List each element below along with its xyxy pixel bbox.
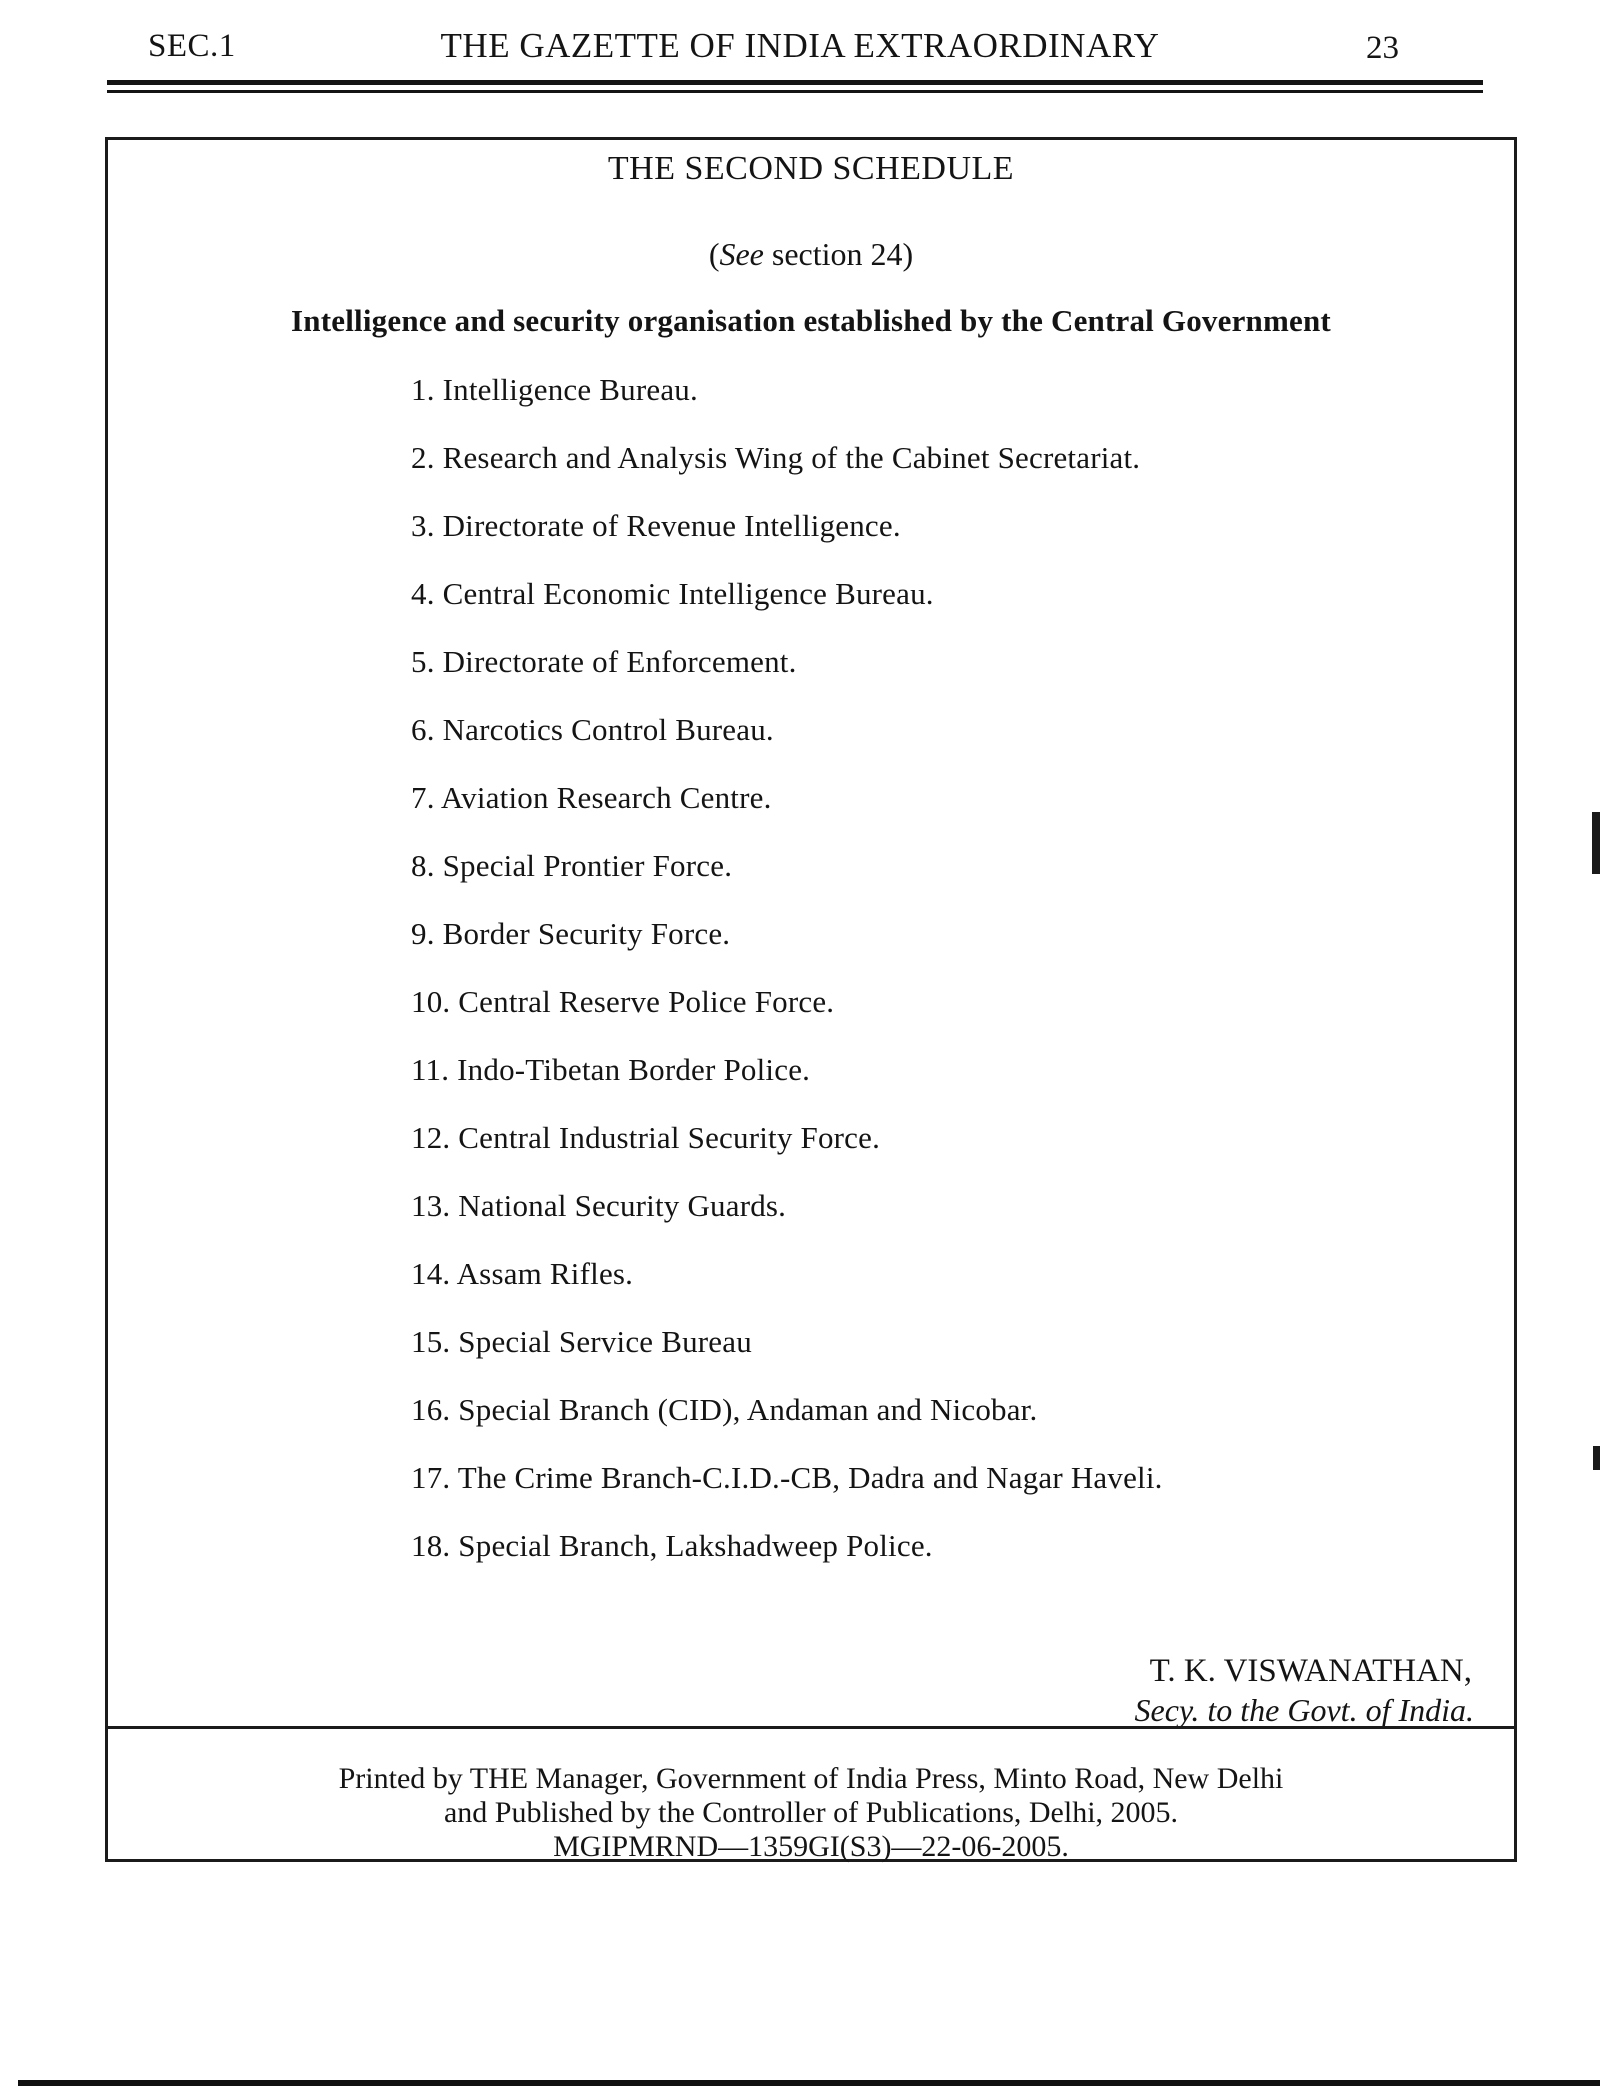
organisation-list-item: 11. Indo-Tibetan Border Police.	[411, 1052, 811, 1087]
organisation-list-item: 6. Narcotics Control Bureau.	[411, 712, 774, 747]
see-suffix: section 24)	[763, 236, 914, 272]
schedule-title: THE SECOND SCHEDULE	[607, 150, 1015, 187]
organisation-list-item: 17. The Crime Branch-C.I.D.-CB, Dadra and Nagar Haveli.	[411, 1460, 1163, 1495]
signatory-name: T. K. VISWANATHAN,	[1149, 1653, 1472, 1689]
signatory-title: Secy. to the Govt. of India.	[1134, 1692, 1474, 1728]
organisation-list-item: 8. Special Prontier Force.	[411, 848, 733, 883]
organisation-list-item: 13. National Security Guards.	[411, 1188, 787, 1223]
schedule-section-reference	[108, 236, 1514, 273]
organisation-list-item: 16. Special Branch (CID), Andaman and Nicobar.	[411, 1392, 1038, 1427]
scan-edge-mark	[1592, 812, 1600, 874]
imprint-line: and Published by the Controller of Publications, Delhi, 2005.	[443, 1796, 1179, 1829]
organisation-list-item: 14. Assam Rifles.	[411, 1256, 634, 1291]
organisation-list-item: 4. Central Economic Intelligence Bureau.	[411, 576, 934, 611]
schedule-box	[105, 137, 1517, 1862]
page-bottom-rule	[18, 2080, 1600, 2086]
organisation-list-item: 2. Research and Analysis Wing of the Cabinet Secretariat.	[411, 440, 1141, 475]
header-double-rule	[107, 80, 1483, 93]
organisation-list-item: 12. Central Industrial Security Force.	[411, 1120, 881, 1155]
header-section-label: SEC.1	[148, 28, 236, 64]
organisation-list-item: 1. Intelligence Bureau.	[411, 372, 698, 407]
organisation-list-item: 5. Directorate of Enforcement.	[411, 644, 797, 679]
footer-divider-rule	[105, 1726, 1517, 1729]
organisation-list-item: 15. Special Service Bureau	[411, 1324, 752, 1359]
header-title: THE GAZETTE OF INDIA EXTRAORDINARY	[440, 26, 1160, 65]
organisation-list-item: 18. Special Branch, Lakshadweep Police.	[411, 1528, 933, 1563]
organisation-list-item: 9. Border Security Force.	[411, 916, 731, 951]
header-page-number: 23	[1366, 30, 1399, 66]
see-word-italic: See	[719, 236, 764, 272]
imprint-line: MGIPMRND—1359GI(S3)—22-06-2005.	[553, 1830, 1069, 1863]
organisation-list-item: 7. Aviation Research Centre.	[411, 780, 772, 815]
see-prefix: (	[708, 236, 720, 272]
imprint-line: Printed by THE Manager, Government of India Press, Minto Road, New Delhi	[338, 1762, 1284, 1795]
imprint-block	[108, 1762, 1514, 1864]
schedule-heading: Intelligence and security organisation established by the Central Government	[291, 303, 1331, 338]
scan-edge-mark	[1593, 1446, 1600, 1470]
organisation-list-item: 3. Directorate of Revenue Intelligence.	[411, 508, 901, 543]
organisation-list-item: 10. Central Reserve Police Force.	[411, 984, 835, 1019]
